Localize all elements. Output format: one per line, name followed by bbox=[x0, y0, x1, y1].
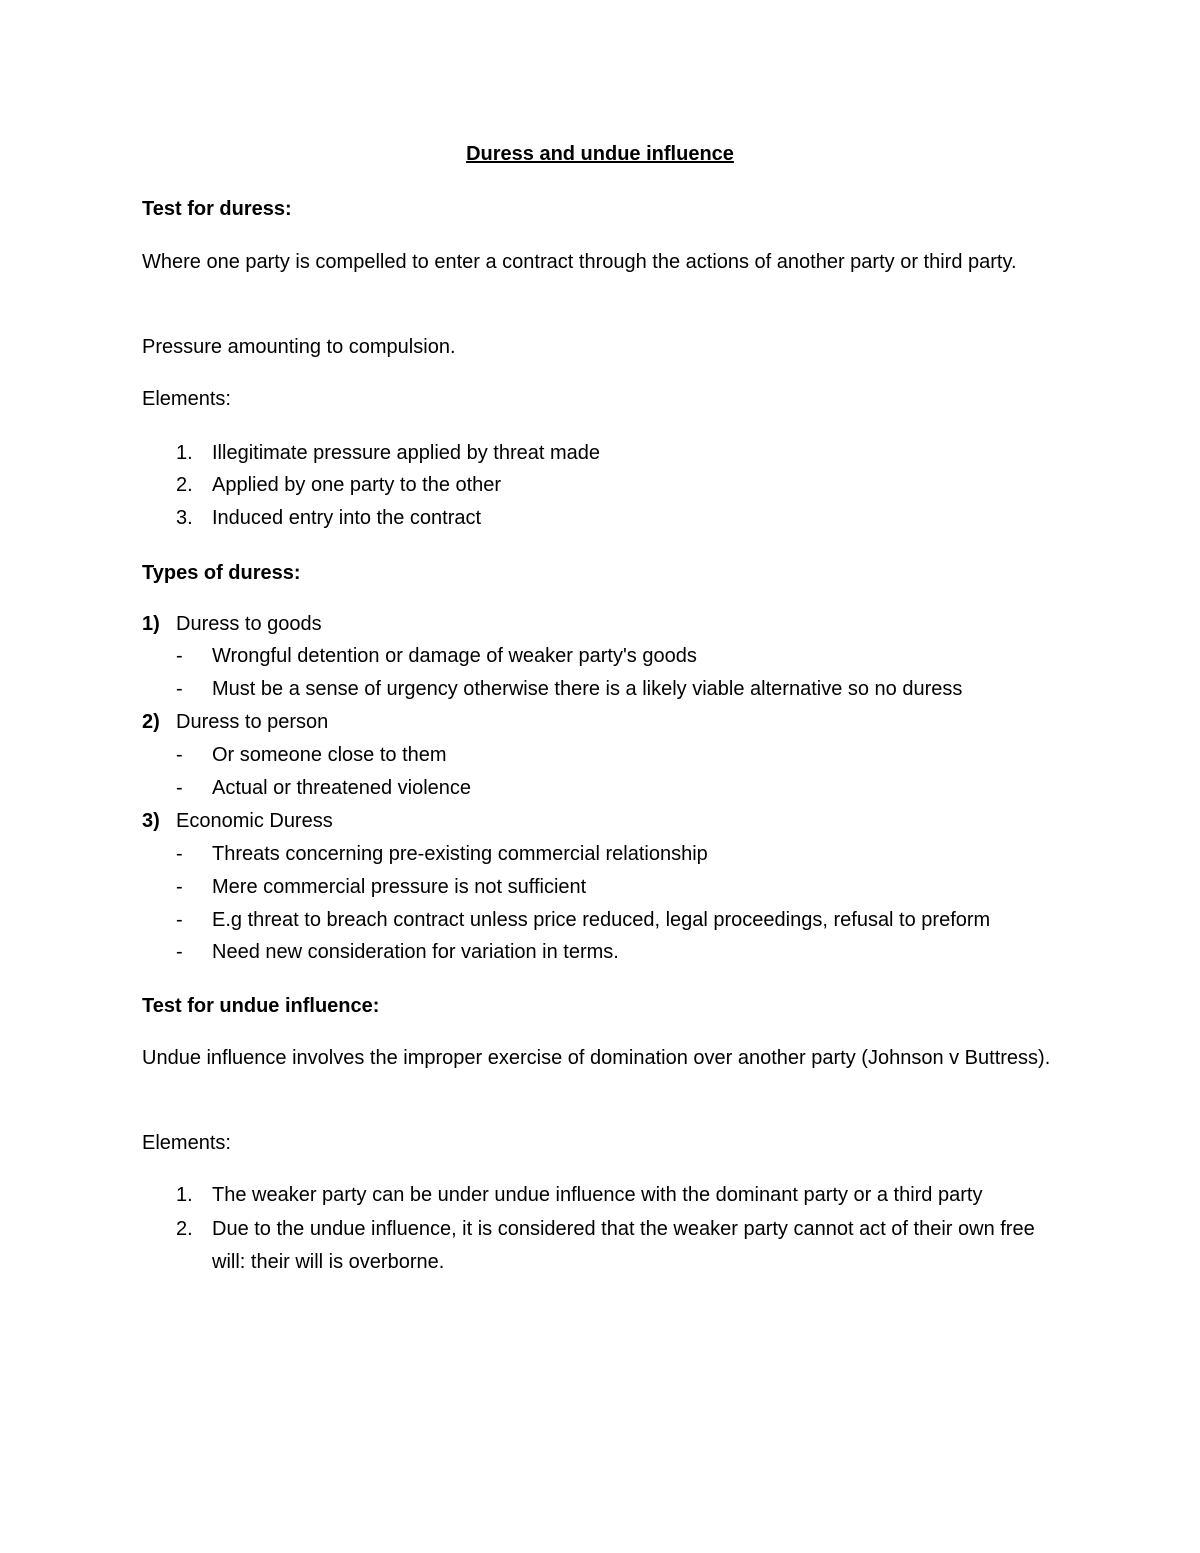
dash-bullet: - bbox=[176, 744, 183, 766]
document-title: Duress and undue influence bbox=[466, 143, 734, 165]
dash-bullet: - bbox=[176, 941, 183, 963]
dash-bullet: - bbox=[176, 876, 183, 898]
list-number: 2. bbox=[176, 1218, 193, 1240]
type-text: Economic Duress bbox=[176, 810, 333, 832]
duress-test-heading: Test for duress: bbox=[142, 198, 292, 220]
undue-influence-test-heading: Test for undue influence: bbox=[142, 995, 380, 1017]
list-text: Illegitimate pressure applied by threat made bbox=[212, 442, 600, 464]
dash-bullet: - bbox=[176, 843, 183, 865]
type-number: 1) bbox=[142, 613, 160, 635]
type-text: Duress to person bbox=[176, 711, 329, 733]
sub-point-text: E.g threat to breach contract unless price reduced, legal proceedings, refusal to preform bbox=[212, 909, 991, 931]
sub-point-text: Need new consideration for variation in terms. bbox=[212, 941, 619, 963]
list-number: 3. bbox=[176, 507, 193, 529]
dash-bullet: - bbox=[176, 678, 183, 700]
dash-bullet: - bbox=[176, 645, 183, 667]
list-number: 1. bbox=[176, 442, 193, 464]
list-text: Induced entry into the contract bbox=[212, 507, 482, 529]
dash-bullet: - bbox=[176, 909, 183, 931]
duress-definition: Where one party is compelled to enter a contract through the actions of another party or third party. bbox=[142, 251, 1017, 273]
pressure-statement: Pressure amounting to compulsion. bbox=[142, 336, 456, 358]
sub-point-text: Wrongful detention or damage of weaker party's goods bbox=[212, 645, 697, 667]
list-text: Due to the undue influence, it is considered that the weaker party cannot act of their own free will: their will is overborne. bbox=[212, 1218, 1035, 1273]
list-number: 1. bbox=[176, 1184, 193, 1206]
sub-point-text: Mere commercial pressure is not sufficient bbox=[212, 876, 587, 898]
list-text: The weaker party can be under undue influence with the dominant party or a third party bbox=[212, 1184, 983, 1206]
undue-elements-label: Elements: bbox=[142, 1132, 231, 1154]
sub-point-text: Must be a sense of urgency otherwise there is a likely viable alternative so no duress bbox=[212, 678, 963, 700]
list-text: Applied by one party to the other bbox=[212, 474, 502, 496]
sub-point-text: Actual or threatened violence bbox=[212, 777, 472, 799]
sub-point-text: Threats concerning pre-existing commercial relationship bbox=[212, 843, 708, 865]
list-number: 2. bbox=[176, 474, 193, 496]
type-text: Duress to goods bbox=[176, 613, 322, 635]
dash-bullet: - bbox=[176, 777, 183, 799]
duress-elements-label: Elements: bbox=[142, 388, 231, 410]
undue-influence-definition: Undue influence involves the improper exercise of domination over another party (Johnson v Buttress). bbox=[142, 1047, 1051, 1069]
type-number: 3) bbox=[142, 810, 160, 832]
sub-point-text: Or someone close to them bbox=[212, 744, 447, 766]
type-number: 2) bbox=[142, 711, 160, 733]
types-of-duress-heading: Types of duress: bbox=[142, 562, 301, 584]
